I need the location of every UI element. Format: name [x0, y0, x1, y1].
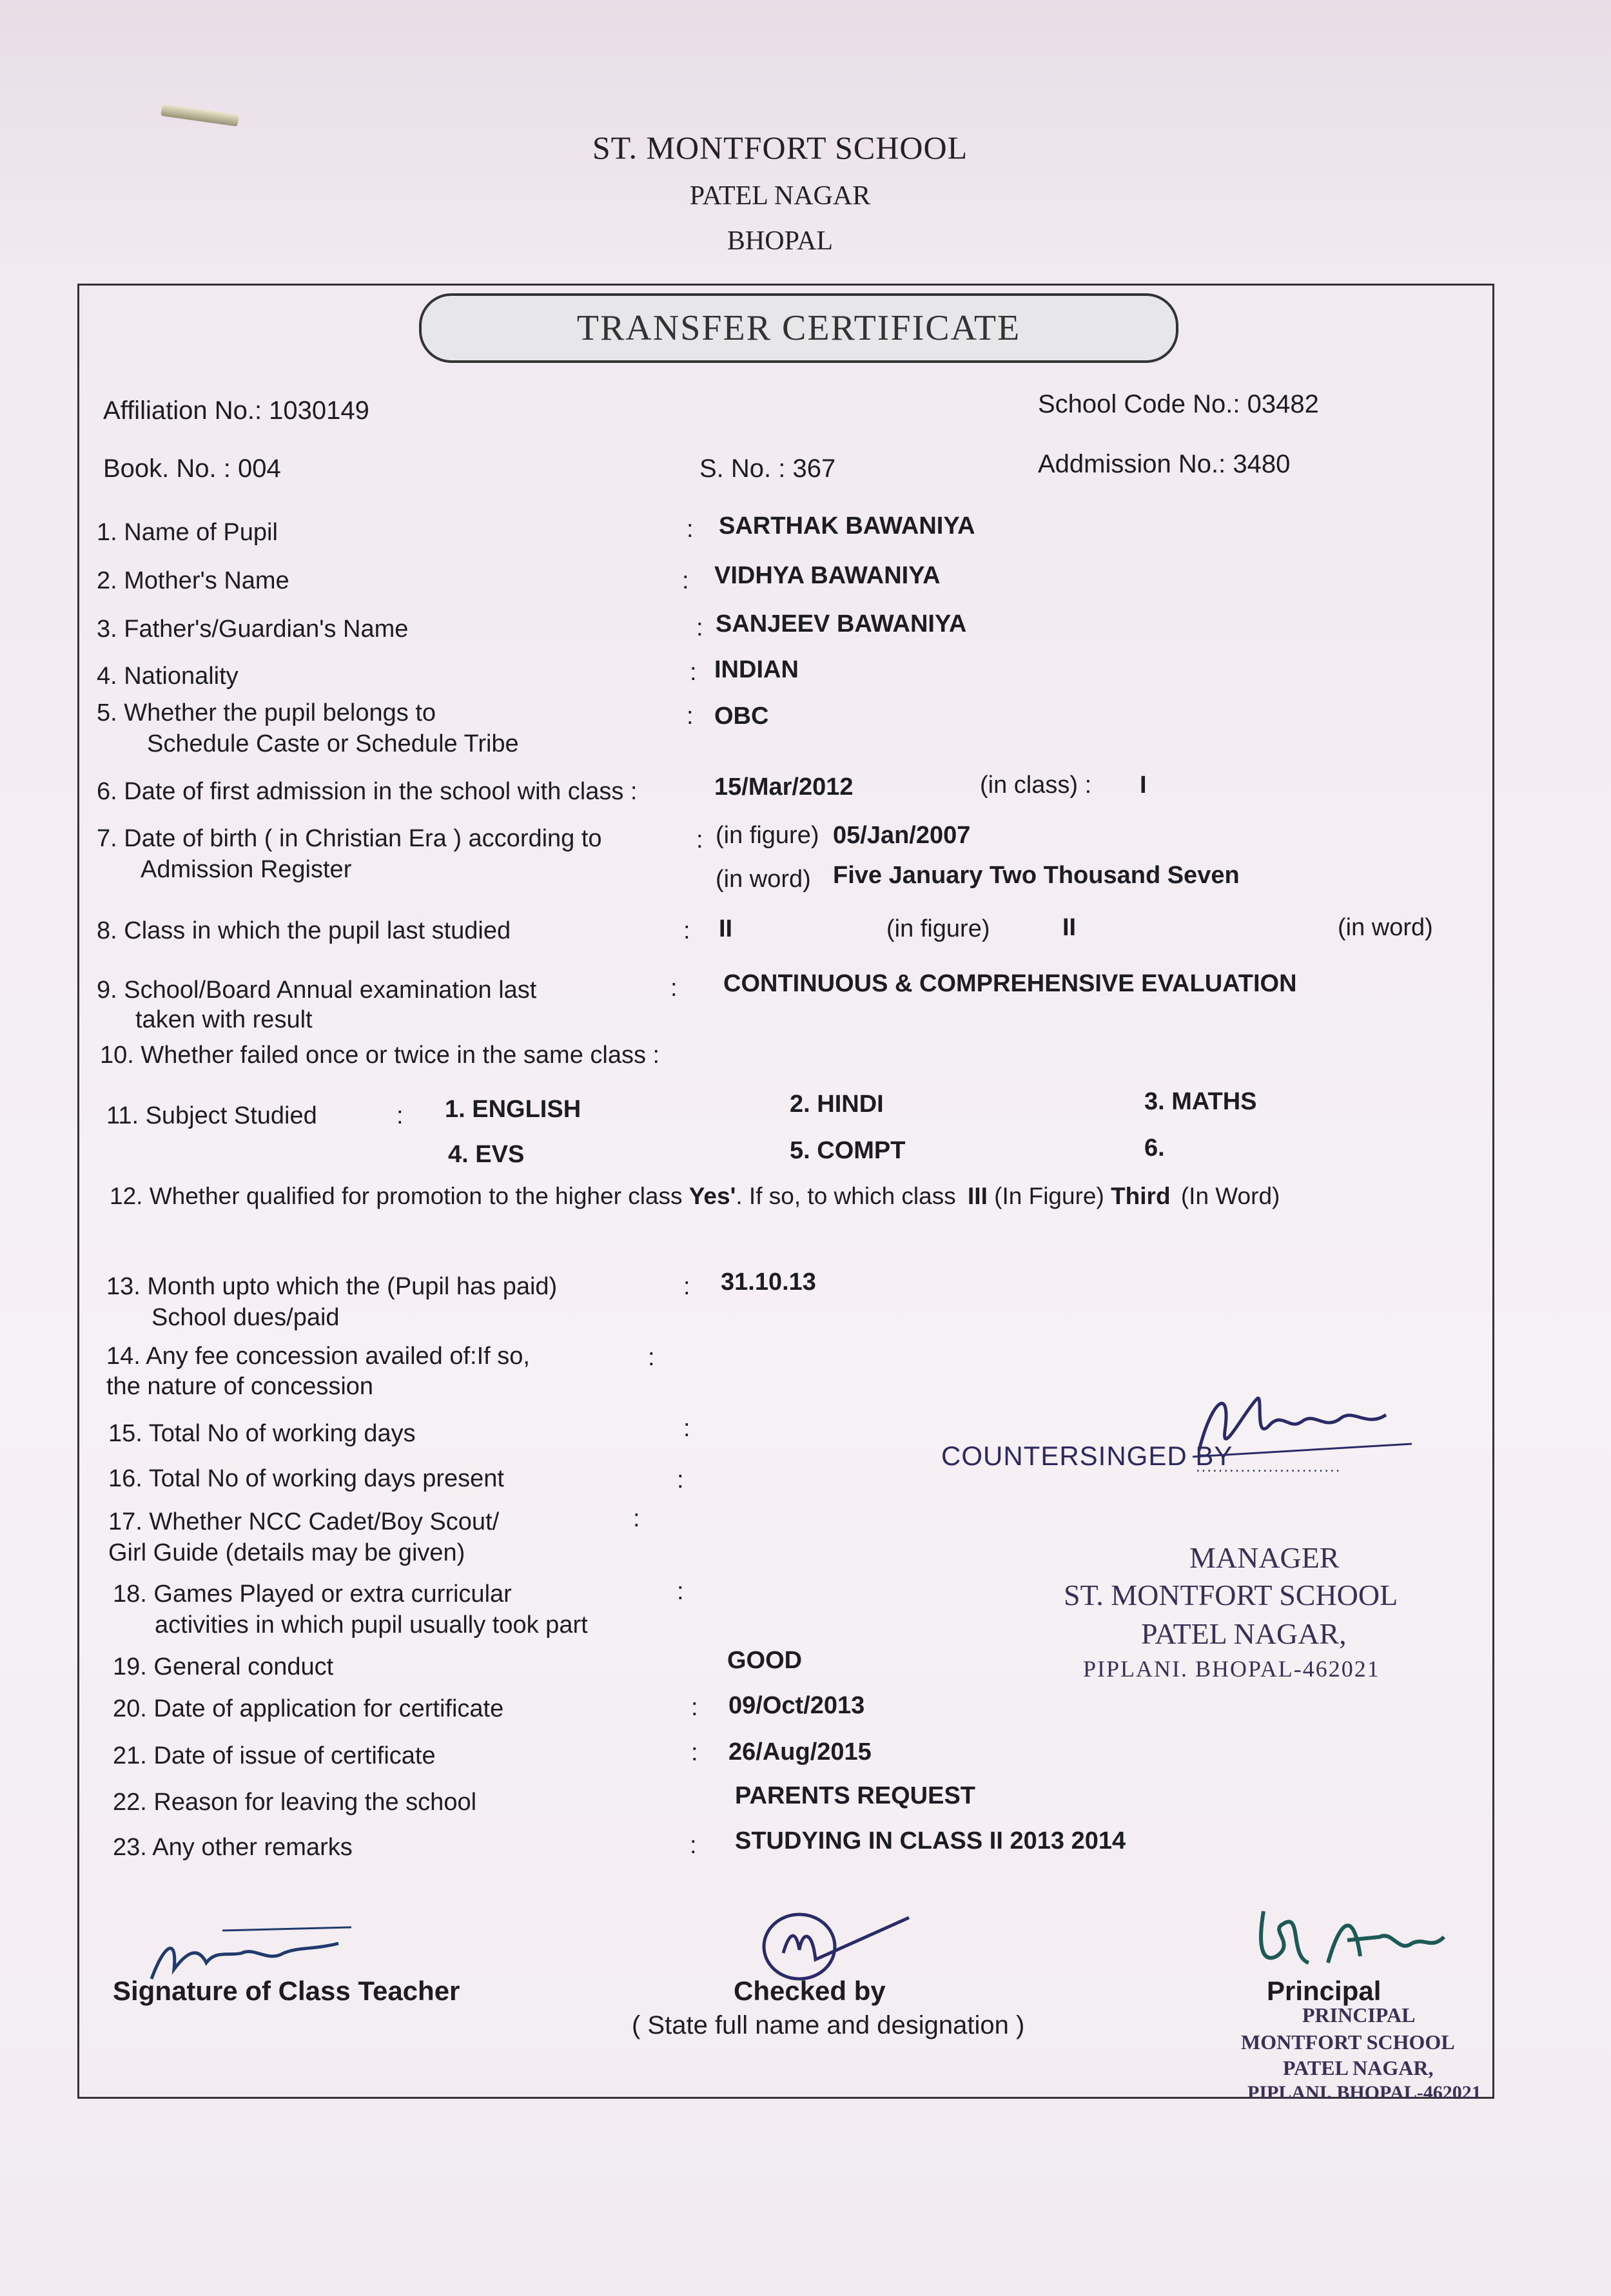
- admission-no: Addmission No.: 3480: [1038, 450, 1291, 478]
- promotion-class-figure: III: [968, 1183, 988, 1209]
- in-figure-label: (In Figure): [994, 1183, 1104, 1209]
- staple-pin: [161, 104, 239, 127]
- exam-result: CONTINUOUS & COMPREHENSIVE EVALUATION: [723, 970, 1297, 997]
- manager-stamp-line-2: ST. MONTFORT SCHOOL: [1064, 1579, 1398, 1611]
- subject-2: 2. HINDI: [790, 1091, 884, 1118]
- in-word-label: (in word): [1338, 914, 1433, 941]
- certificate-title: TRANSFER CERTIFICATE: [576, 308, 1021, 348]
- in-figure-label: (in figure): [886, 915, 990, 942]
- admission-class: I: [1140, 772, 1147, 799]
- field-23-label: 23. Any other remarks: [113, 1834, 353, 1861]
- principal-signature: [1251, 1892, 1470, 1982]
- title-banner: [419, 293, 1178, 363]
- field-8-label: 8. Class in which the pupil last studied: [97, 917, 511, 944]
- other-remarks: STUDYING IN CLASS II 2013 2014: [735, 1827, 1126, 1854]
- colon: :: [691, 1694, 698, 1721]
- colon: :: [677, 1466, 684, 1493]
- field-14-label: 14. Any fee concession availed of:If so,: [106, 1343, 530, 1370]
- school-name: ST. MONTFORT SCHOOL: [592, 130, 968, 166]
- colon: :: [687, 516, 694, 543]
- checked-by-label: Checked by: [734, 1976, 886, 2006]
- school-code: School Code No.: 03482: [1038, 390, 1319, 418]
- manager-stamp-line-3: PATEL NAGAR,: [1141, 1617, 1347, 1650]
- field-19-label: 19. General conduct: [113, 1653, 334, 1680]
- field-15-label: 15. Total No of working days: [108, 1420, 416, 1447]
- in-class-label: (in class) :: [980, 772, 1092, 799]
- subject-5: 5. COMPT: [790, 1137, 906, 1164]
- colon: :: [683, 917, 690, 944]
- last-class-figure: II: [719, 915, 733, 942]
- leaving-reason: PARENTS REQUEST: [735, 1782, 976, 1809]
- designation-note: ( State full name and designation ): [632, 2011, 1025, 2039]
- serial-no: S. No. : 367: [699, 454, 836, 483]
- field-5-label: 5. Whether the pupil belongs to: [97, 699, 436, 726]
- field-22-label: 22. Reason for leaving the school: [113, 1789, 477, 1816]
- field-9-label-cont: taken with result: [135, 1006, 313, 1033]
- colon: :: [677, 1578, 684, 1605]
- field-6-label: 6. Date of first admission in the school with class :: [97, 778, 638, 805]
- promotion-answer: Yes': [688, 1183, 736, 1209]
- principal-label: Principal: [1267, 1976, 1382, 2006]
- field-18-label-cont: activities in which pupil usually took part: [155, 1611, 588, 1639]
- field-9-label: 9. School/Board Annual examination last: [97, 977, 537, 1004]
- book-no: Book. No. : 004: [103, 454, 281, 483]
- field-12: [110, 1183, 1280, 1210]
- countersigned-label: COUNTERSINGED BY: [941, 1441, 1233, 1471]
- field-7-label: 7. Date of birth ( in Christian Era ) according to: [97, 825, 602, 852]
- subject-4: 4. EVS: [448, 1141, 525, 1168]
- mother-name: VIDHYA BAWANIYA: [714, 562, 941, 589]
- dob-words: Five January Two Thousand Seven: [833, 862, 1240, 889]
- colon: :: [670, 975, 678, 1002]
- field-10-label: 10. Whether failed once or twice in the same class :: [100, 1042, 660, 1069]
- school-area: PATEL NAGAR: [689, 181, 871, 211]
- field-4-label: 4. Nationality: [97, 663, 239, 690]
- manager-stamp-line-4: PIPLANI. BHOPAL-462021: [1083, 1656, 1380, 1682]
- colon: :: [691, 1739, 698, 1766]
- field-21-label: 21. Date of issue of certificate: [113, 1742, 436, 1769]
- colon: :: [633, 1505, 640, 1532]
- in-word-label: (In Word): [1180, 1183, 1280, 1209]
- field-16-label: 16. Total No of working days present: [108, 1465, 504, 1492]
- principal-stamp-line-2: MONTFORT SCHOOL: [1241, 2030, 1455, 2054]
- caste-category: OBC: [714, 703, 769, 730]
- field-3-label: 3. Father's/Guardian's Name: [97, 616, 409, 643]
- colon: :: [696, 614, 703, 641]
- countersign-signature: [1186, 1373, 1418, 1470]
- colon: :: [687, 703, 694, 730]
- subject-6: 6.: [1144, 1134, 1165, 1162]
- field-7-label-cont: Admission Register: [141, 856, 352, 883]
- field-13-label: 13. Month upto which the (Pupil has paid): [106, 1273, 558, 1300]
- promotion-class-word: Third: [1111, 1183, 1171, 1209]
- field-1-label: 1. Name of Pupil: [97, 519, 278, 546]
- field-12-label: 12. Whether qualified for promotion to the higher class: [110, 1183, 683, 1209]
- dob-figure: 05/Jan/2007: [833, 822, 971, 849]
- application-date: 09/Oct/2013: [728, 1692, 865, 1719]
- colon: :: [648, 1344, 655, 1371]
- colon: :: [683, 1273, 690, 1300]
- principal-stamp-line-4: PIPLANI. BHOPAL-462021: [1247, 2082, 1481, 2103]
- field-17-label: 17. Whether NCC Cadet/Boy Scout/: [108, 1508, 500, 1535]
- principal-stamp-line-3: PATEL NAGAR,: [1283, 2056, 1434, 2079]
- in-word-label: (in word): [716, 866, 811, 893]
- principal-stamp-line-1: PRINCIPAL: [1302, 2003, 1416, 2027]
- last-class-word: II: [1062, 914, 1077, 941]
- subject-3: 3. MATHS: [1144, 1088, 1257, 1115]
- nationality: INDIAN: [714, 656, 799, 683]
- class-teacher-label: Signature of Class Teacher: [113, 1976, 460, 2006]
- in-figure-label: (in figure): [716, 822, 819, 849]
- field-20-label: 20. Date of application for certificate: [113, 1695, 504, 1722]
- school-city: BHOPAL: [727, 226, 834, 256]
- affiliation-no: Affiliation No.: 1030149: [103, 396, 369, 425]
- field-11-label: 11. Subject Studied: [106, 1102, 317, 1129]
- colon: :: [696, 826, 703, 853]
- field-2-label: 2. Mother's Name: [97, 567, 289, 594]
- field-12-label-cont: . If so, to which class: [736, 1183, 956, 1209]
- subject-1: 1. ENGLISH: [445, 1096, 581, 1123]
- field-5-label-cont: Schedule Caste or Schedule Tribe: [147, 730, 519, 757]
- colon: :: [682, 567, 689, 594]
- first-admission-date: 15/Mar/2012: [714, 773, 854, 801]
- pupil-name: SARTHAK BAWANIYA: [719, 512, 975, 540]
- colon: :: [690, 1832, 697, 1859]
- field-17-label-cont: Girl Guide (details may be given): [108, 1539, 465, 1566]
- colon: :: [683, 1415, 690, 1442]
- field-14-label-cont: the nature of concession: [106, 1373, 374, 1400]
- general-conduct: GOOD: [727, 1647, 803, 1674]
- father-name: SANJEEV BAWANIYA: [716, 610, 967, 637]
- field-18-label: 18. Games Played or extra curricular: [113, 1581, 512, 1608]
- dues-paid-upto: 31.10.13: [721, 1269, 816, 1296]
- field-13-label-cont: School dues/paid: [151, 1304, 340, 1331]
- manager-stamp-line-1: MANAGER: [1189, 1541, 1340, 1574]
- colon: :: [690, 659, 697, 686]
- colon: :: [396, 1102, 404, 1129]
- issue-date: 26/Aug/2015: [728, 1738, 872, 1766]
- dotted-line: ..........................: [1196, 1458, 1342, 1475]
